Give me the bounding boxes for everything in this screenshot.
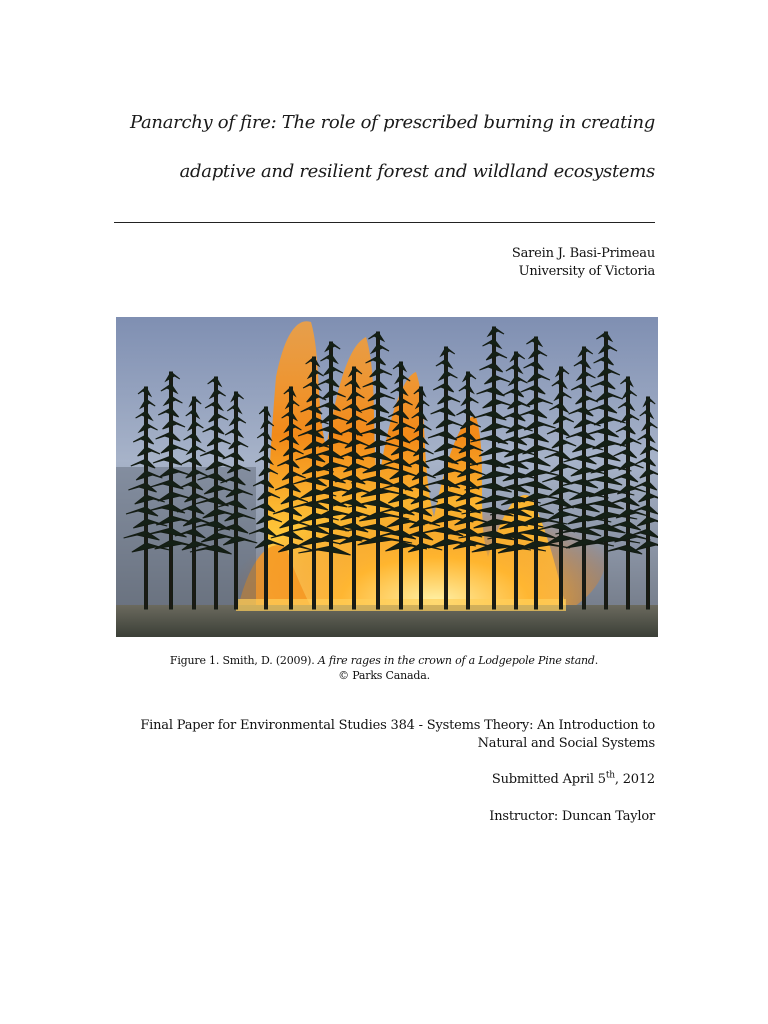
caption-period: . [594,654,599,667]
submission-date-year: , 2012 [614,772,655,787]
tree-trunk [627,377,630,609]
submission-date [492,772,655,787]
course-line-1: Final Paper for Environmental Studies 384 - Systems Theory: An Introduction to [140,718,655,733]
instructor-name: Instructor: Duncan Taylor [489,809,655,824]
figure-caption [0,654,768,667]
title-divider [114,222,655,223]
tree-trunk [215,377,218,609]
title-line-2: adaptive and resilient forest and wildland ecosystems [179,161,655,182]
caption-title: A fire rages in the crown of a Lodgepole Pine stand [317,654,595,667]
submission-date-prefix: Submitted April 5 [491,772,606,787]
tree-trunk [647,397,650,609]
figure-credit: © Parks Canada. [338,669,430,682]
forest-fire-photo [116,317,658,637]
submission-date-ordinal: th [605,770,615,781]
author-institution: University of Victoria [518,264,655,279]
author-name: Sarein J. Basi-Primeau [511,246,655,261]
caption-citation: Figure 1. Smith, D. (2009). [169,654,318,667]
title-line-1: Panarchy of fire: The role of prescribed burning in creating [129,112,655,133]
course-line-2: Natural and Social Systems [477,736,655,751]
tree-trunk [193,397,196,609]
